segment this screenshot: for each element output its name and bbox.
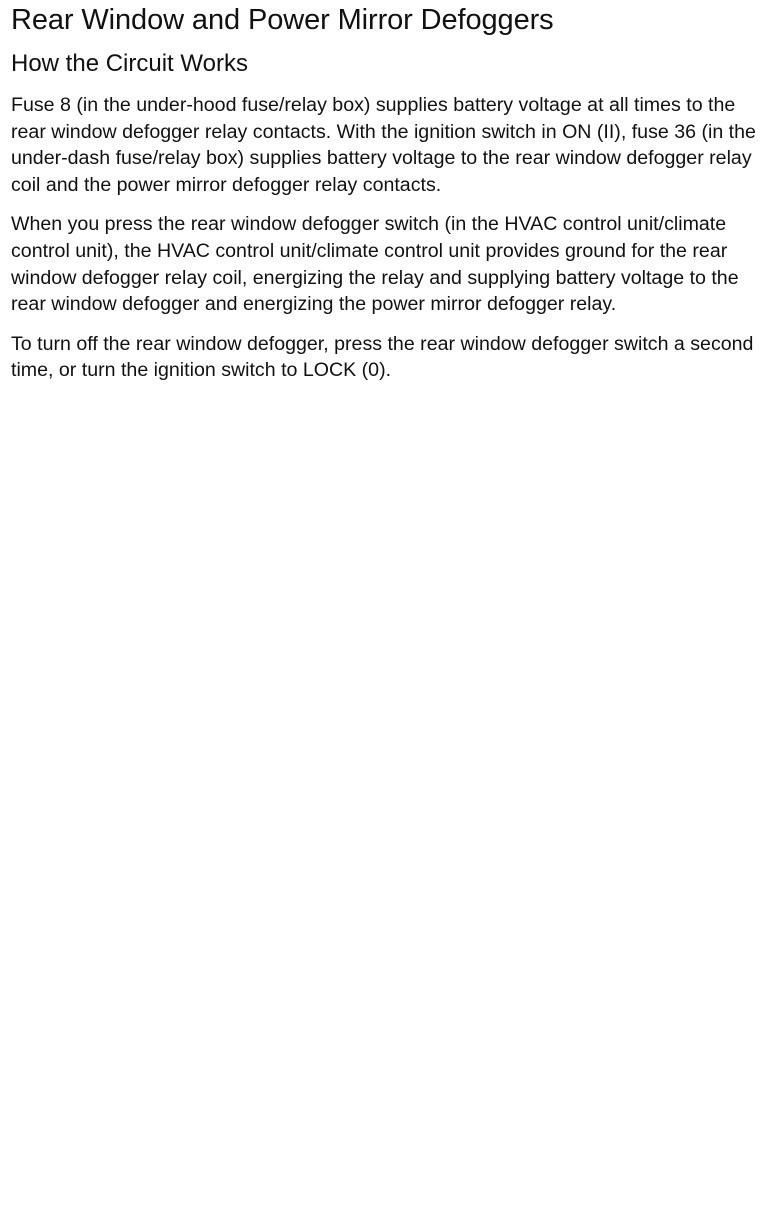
paragraph-switch-operation: When you press the rear window defogger switch (in the HVAC control unit/climate control unit), the HVAC control unit/climate control unit provides ground for the rear window defogger relay coil, energizing the relay and supplying battery voltage to the rear window defogger and energizing the power mirror defogger relay. xyxy=(11,213,739,316)
paragraph-turn-off: To turn off the rear window defogger, press the rear window defogger switch a second time, or turn the ignition switch to LOCK (0). xyxy=(11,332,754,382)
page-title: Rear Window and Power Mirror Defoggers xyxy=(11,4,554,36)
paragraph-fuse-supply: Fuse 8 (in the under-hood fuse/relay box) supplies battery voltage at all times to the rear window defogger relay contacts. With the ignition switch in ON (II), fuse 36 (in the under-dash fuse/relay box) supplies battery voltage to the rear window defogger relay coil and the power mirror defogger relay contacts. xyxy=(11,94,756,196)
section-heading: How the Circuit Works xyxy=(11,50,248,77)
